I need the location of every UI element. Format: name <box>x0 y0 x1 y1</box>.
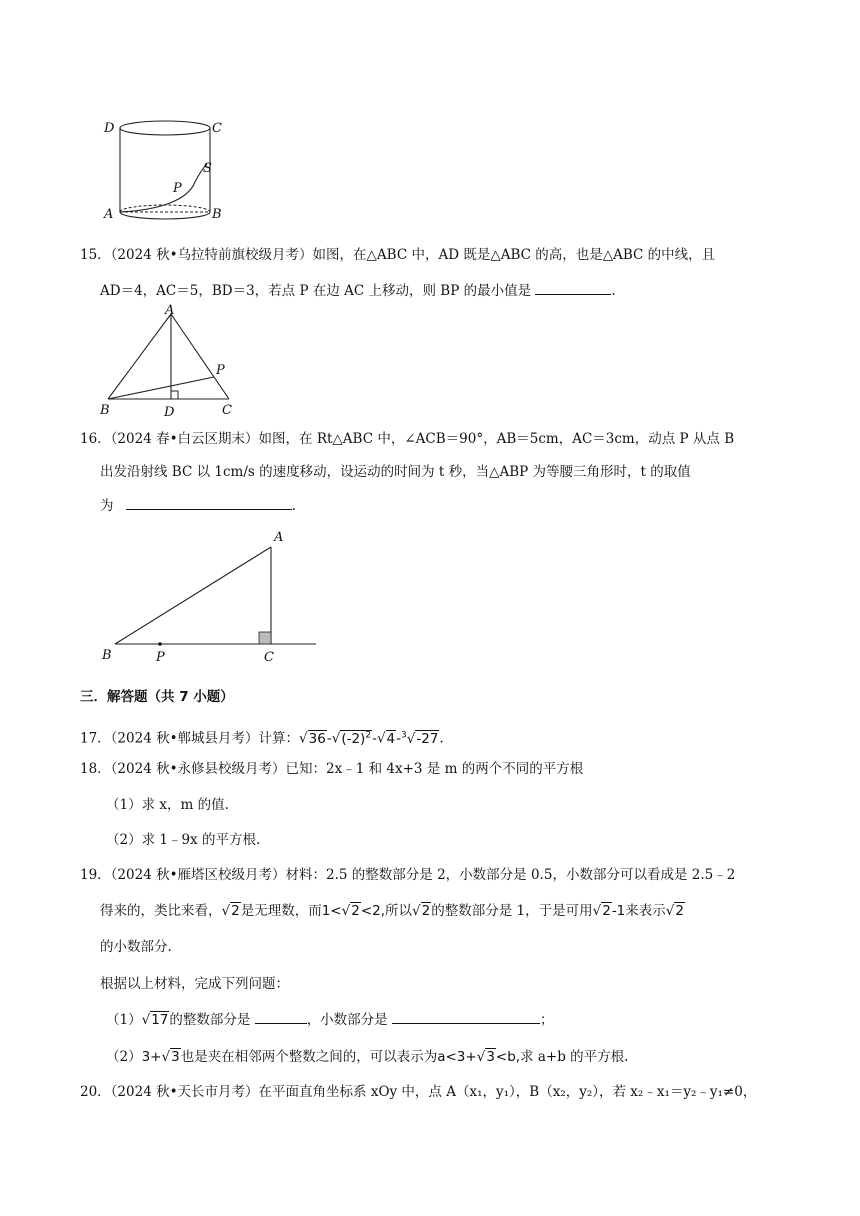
sqrt-4: 4 <box>386 730 396 747</box>
q19-line3: 的小数部分. <box>100 939 172 955</box>
triangle-figure-15 <box>98 302 248 420</box>
sqrt-36: 36 <box>308 730 326 747</box>
section-title: 三．解答题（共 7 小题） <box>80 689 234 705</box>
q19-line2: 得来的，类比来看，√2是无理数，而1<√2<2,所以√2的整数部分是 1，于是可用√2-1来表示√2 <box>100 903 684 919</box>
label-a: A <box>165 303 175 318</box>
q16-answer-blank[interactable] <box>126 497 292 510</box>
q19-line1: 19．（2024 秋•雁塔区校级月考）材料：2.5 的整数部分是 2，小数部分是 0.5，小数部分可以看成是 2.5﹣2 <box>80 867 736 883</box>
q20-line1: 20．（2024 秋•天长市月考）在平面直角坐标系 xOy 中，点 A（x₁，y₁），B（x₂，y₂），若 x₂﹣x₁＝y₂﹣y₁≠0， <box>80 1084 757 1100</box>
label-p: P <box>156 650 165 665</box>
q19-sub1: （1）√17的整数部分是 ，小数部分是 ； <box>106 1012 554 1028</box>
label-a: A <box>104 207 114 222</box>
q19-line4: 根据以上材料，完成下列问题： <box>100 976 289 992</box>
label-b: B <box>100 403 110 418</box>
label-p: P <box>216 363 225 378</box>
cbrt-neg27: -27 <box>416 730 439 747</box>
q16-line1: 16．（2024 春•白云区期末）如图，在 Rt△ABC 中，∠ACB＝90°，AB＝5cm，AC＝3cm，动点 P 从点 B <box>80 431 735 447</box>
q19-decimal-part-blank[interactable] <box>392 1011 540 1024</box>
triangle-figure-16 <box>96 525 326 665</box>
q18-sub2: （2）求 1﹣9x 的平方根. <box>106 832 261 848</box>
q19-sub2: （2）3+√3也是夹在相邻两个整数之间的，可以表示为a<3+√3<b,求 a+b 的平方根. <box>106 1049 629 1065</box>
label-a: A <box>274 530 284 545</box>
label-d: D <box>164 405 175 420</box>
label-d: D <box>104 121 115 136</box>
q15-line1: 15．（2024 秋•乌拉特前旗校级月考）如图，在△ABC 中，AD 既是△ABC 的高，也是△ABC 的中线，且 <box>80 247 716 263</box>
q18-sub1: （1）求 x，m 的值. <box>106 797 229 813</box>
q18-line1: 18．（2024 秋•永修县校级月考）已知：2x﹣1 和 4x+3 是 m 的两个不同的平方根 <box>80 761 584 777</box>
label-c: C <box>222 403 232 418</box>
cylinder-figure <box>100 112 230 226</box>
label-c: C <box>212 121 222 136</box>
label-b: B <box>102 648 112 663</box>
q16-line3: 为 . <box>100 498 297 514</box>
label-p: P <box>173 181 182 196</box>
q16-line2: 出发沿射线 BC 以 1cm/s 的速度移动，设运动的时间为 t 秒，当△ABP 为等腰三角形时，t 的取值 <box>100 464 691 480</box>
label-b: B <box>212 207 222 222</box>
q15-line2: AD＝4，AC＝5，BD＝3，若点 P 在边 AC 上移动，则 BP 的最小值是 . <box>100 283 616 299</box>
neg2: (-2) <box>341 730 366 747</box>
q15-answer-blank[interactable] <box>535 282 611 295</box>
q19-integer-part-blank[interactable] <box>255 1011 307 1024</box>
label-s: S <box>203 161 212 176</box>
q17: 17．（2024 秋•郸城县月考）计算：$√36-√(-2)^2-√4-^3√-27$. <box>80 730 444 747</box>
label-c: C <box>264 650 274 665</box>
